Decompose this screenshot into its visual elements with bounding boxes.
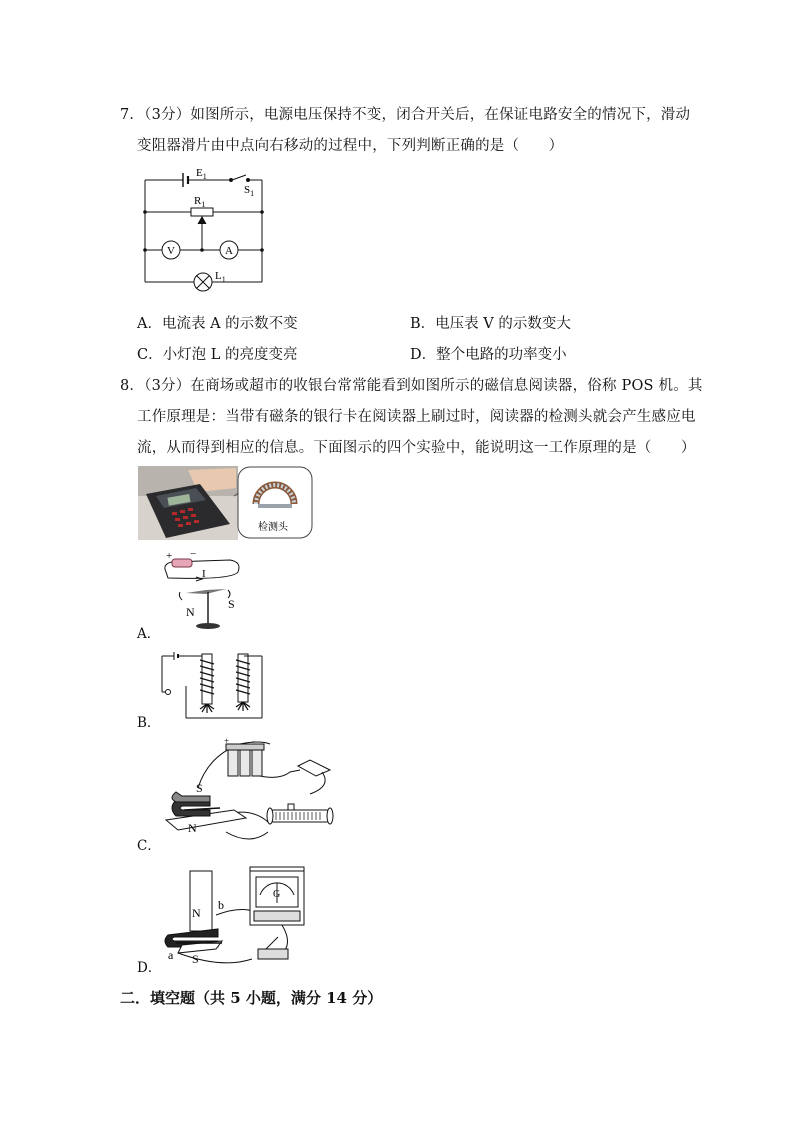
switch-label: $S_1$ — [244, 184, 255, 198]
q8-option-a-label[interactable]: A． — [137, 626, 161, 642]
fig-c-plus: + — [224, 736, 230, 746]
lamp-label: $L_1$ — [215, 270, 226, 284]
q7-stem-line-2: 变阻器滑片由中点向右移动的过程中，下列判断正确的是（ ） — [137, 138, 564, 154]
q8-option-d-label[interactable]: D． — [137, 960, 162, 976]
fig-d-south: S — [192, 952, 199, 966]
fig-d-north: N — [192, 906, 201, 920]
fig-a-current: I — [202, 568, 206, 580]
q8-figure-a — [158, 550, 248, 632]
q8-stem-line-3: 流，从而得到相应的信息。下面图示的四个实验中，能说明这一工作原理的是（ ） — [137, 440, 696, 456]
section-2-heading: 二．填空题（共 5 小题，满分 14 分） — [120, 989, 383, 1007]
q7-circuit-diagram — [138, 162, 278, 297]
q8-option-c-label[interactable]: C． — [137, 838, 161, 854]
q8-stem-line-2: 工作原理是：当带有磁条的银行卡在阅读器上刷过时，阅读器的检测头就会产生感应电 — [137, 409, 696, 425]
fig-d-galvanometer: G — [273, 889, 281, 900]
fig-c-north: N — [188, 821, 197, 835]
pos-detector-label: 检测头 — [258, 522, 288, 533]
fig-c-south: S — [196, 781, 203, 795]
fig-d-a: a — [168, 948, 174, 962]
q7-option-c[interactable]: C．小灯泡 L 的亮度变亮 — [137, 347, 298, 363]
pos-reader-photo — [138, 466, 314, 540]
q7-option-b[interactable]: B．电压表 V 的示数变大 — [410, 316, 571, 332]
q7-option-a[interactable]: A．电流表 A 的示数不变 — [137, 316, 298, 332]
q8-figure-c — [160, 736, 336, 848]
fig-c-minus: - — [252, 736, 255, 746]
ammeter-label: A — [225, 245, 233, 257]
fig-d-b: b — [218, 898, 224, 912]
q7-stem-line-1: 7．（3分）如图所示，电源电压保持不变，闭合开关后，在保证电路安全的情况下，滑动 — [120, 107, 691, 123]
fig-a-minus: − — [190, 550, 197, 560]
fig-a-south: S — [228, 597, 235, 611]
q7-option-d[interactable]: D．整个电路的功率变小 — [410, 347, 567, 363]
q8-figure-d — [162, 865, 312, 967]
q8-figure-b — [160, 652, 270, 722]
voltmeter-label: V — [167, 245, 175, 257]
q8-stem-line-1: 8．（3分）在商场或超市的收银台常常能看到如图所示的磁信息阅读器，俗称 POS 机。其 — [120, 378, 703, 394]
fig-a-north: N — [186, 605, 195, 619]
q8-option-b-label[interactable]: B． — [137, 715, 161, 731]
fig-a-plus: + — [166, 550, 173, 562]
battery-label: $E_1$ — [196, 167, 207, 181]
resistor-label: $R_1$ — [194, 195, 206, 209]
